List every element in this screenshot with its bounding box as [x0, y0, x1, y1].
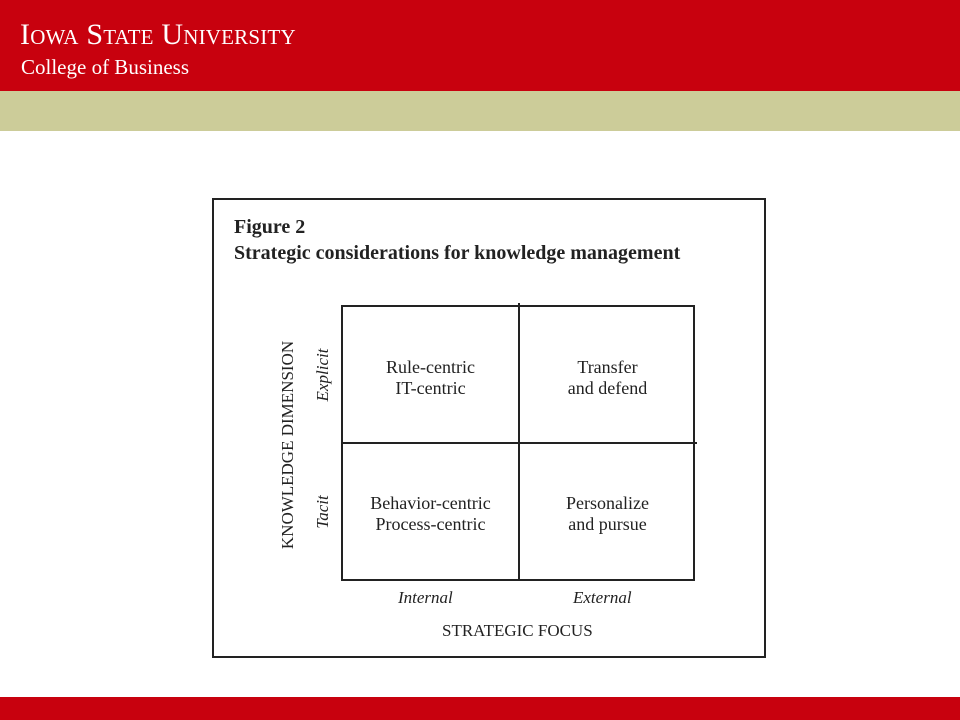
quadrant-line: Rule-centric: [386, 357, 475, 377]
accent-band: [0, 91, 960, 131]
quadrant-top-right: [520, 357, 695, 399]
quadrant-line: Behavior-centric: [370, 493, 491, 513]
quadrant-line: Transfer: [577, 357, 638, 377]
footer-bar: [0, 697, 960, 720]
quadrant-bottom-right: [520, 493, 695, 535]
quadrant-line: and pursue: [568, 514, 647, 534]
header-banner: [0, 0, 960, 91]
quadrant-top-left: [343, 357, 518, 399]
quadrant-matrix: [341, 305, 695, 581]
quadrant-line: Personalize: [566, 493, 649, 513]
y-axis-title: KNOWLEDGE DIMENSION: [278, 340, 297, 550]
figure-number: Figure 2: [234, 216, 306, 238]
y-axis-tacit-label: Tacit: [313, 495, 332, 529]
quadrant-line: IT-centric: [395, 378, 466, 398]
figure-title: Strategic considerations for knowledge management: [234, 242, 681, 264]
x-axis-title: STRATEGIC FOCUS: [442, 621, 593, 640]
college-name: College of Business: [21, 55, 189, 79]
quadrant-bottom-left: [343, 493, 518, 535]
quadrant-line: Process-centric: [375, 514, 486, 534]
horizontal-divider: [343, 442, 697, 444]
y-axis-explicit-label: Explicit: [313, 348, 332, 402]
x-axis-internal-label: Internal: [398, 588, 453, 607]
x-axis-external-label: External: [573, 588, 632, 607]
university-name: Iowa State University: [20, 18, 296, 51]
figure-frame: [212, 198, 766, 658]
quadrant-line: and defend: [567, 378, 648, 398]
